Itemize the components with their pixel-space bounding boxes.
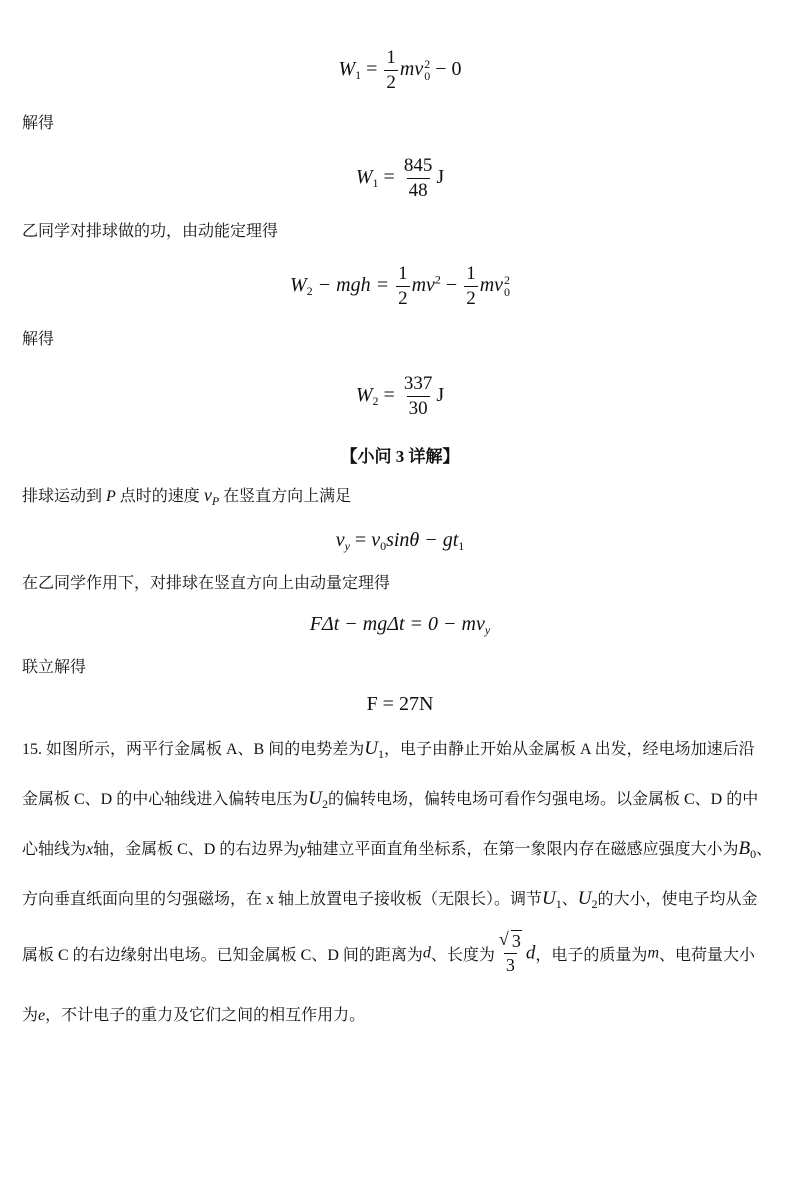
q15-line-2: 金属板 C、D 的中心轴线进入偏转电压为$U_2$的偏转电场，偏转电场可看作匀强电场。以金属板 C、D 的中: [22, 788, 759, 811]
line-velocity-at-p: 排球运动到 P 点时的速度 $v_P$ 在竖直方向上满足: [22, 485, 352, 508]
equation-momentum: $F\Delta t - mg\Delta t = 0 - mv_y$: [309, 613, 491, 637]
equation-force-result: F = 27N: [366, 693, 434, 715]
q15-line-5: 属板 C 的右边缘射出电场。已知金属板 C、D 间的距离为d、长度为 √ 3 3 d，电子的质量为m、电荷量大小: [22, 929, 756, 975]
equation-vy: $v_y = v_0\sin\theta - gt_1$: [335, 529, 465, 553]
section-heading-q3: 【小问 3 详解】: [340, 447, 460, 466]
equation-w1-result: $W_1$ = $\frac{845}{48}$ J: [355, 155, 445, 201]
label-combine-solve: 联立解得: [22, 659, 87, 676]
label-work-by-yi: 乙同学对排球做的功，由动能定理得: [22, 223, 279, 240]
label-solve-2: 解得: [22, 331, 55, 348]
line-momentum-theorem: 在乙同学作用下，对排球在竖直方向上由动量定理得: [22, 575, 391, 592]
equation-w1-definition: $W_1$ = $\frac{1}{2}$ mv 2 0 − 0: [338, 47, 462, 93]
q15-line-6: 为e，不计电子的重力及它们之间的相互作用力。: [22, 1007, 366, 1024]
q15-line-4: 方向垂直纸面向里的匀强磁场，在 x 轴上放置电子接收板（无限长）。调节$U_1$、$U_2$的大小，使电子均从金: [22, 888, 758, 911]
equation-w2-definition: $W_2$ − mgh = $\frac{1}{2}$ $mv^2$ − $\frac{1}{2}$ mv 2 0: [289, 263, 511, 309]
q15-line-1: 15. 如图所示，两平行金属板 A、B 间的电势差为$U_1$，电子由静止开始从金属板 A 出发，经电场加速后沿: [22, 738, 755, 761]
fraction-sqrt3-over-3: √ 3 3: [498, 929, 521, 975]
q15-line-3: 心轴线为x轴，金属板 C、D 的右边界为y轴建立平面直角坐标系，在第一象限内存在磁感应强度大小为$B_0$、: [22, 838, 773, 861]
equation-w2-result: $W_2$ = $\frac{337}{30}$ J: [355, 373, 445, 419]
label-solve-1: 解得: [22, 115, 55, 132]
